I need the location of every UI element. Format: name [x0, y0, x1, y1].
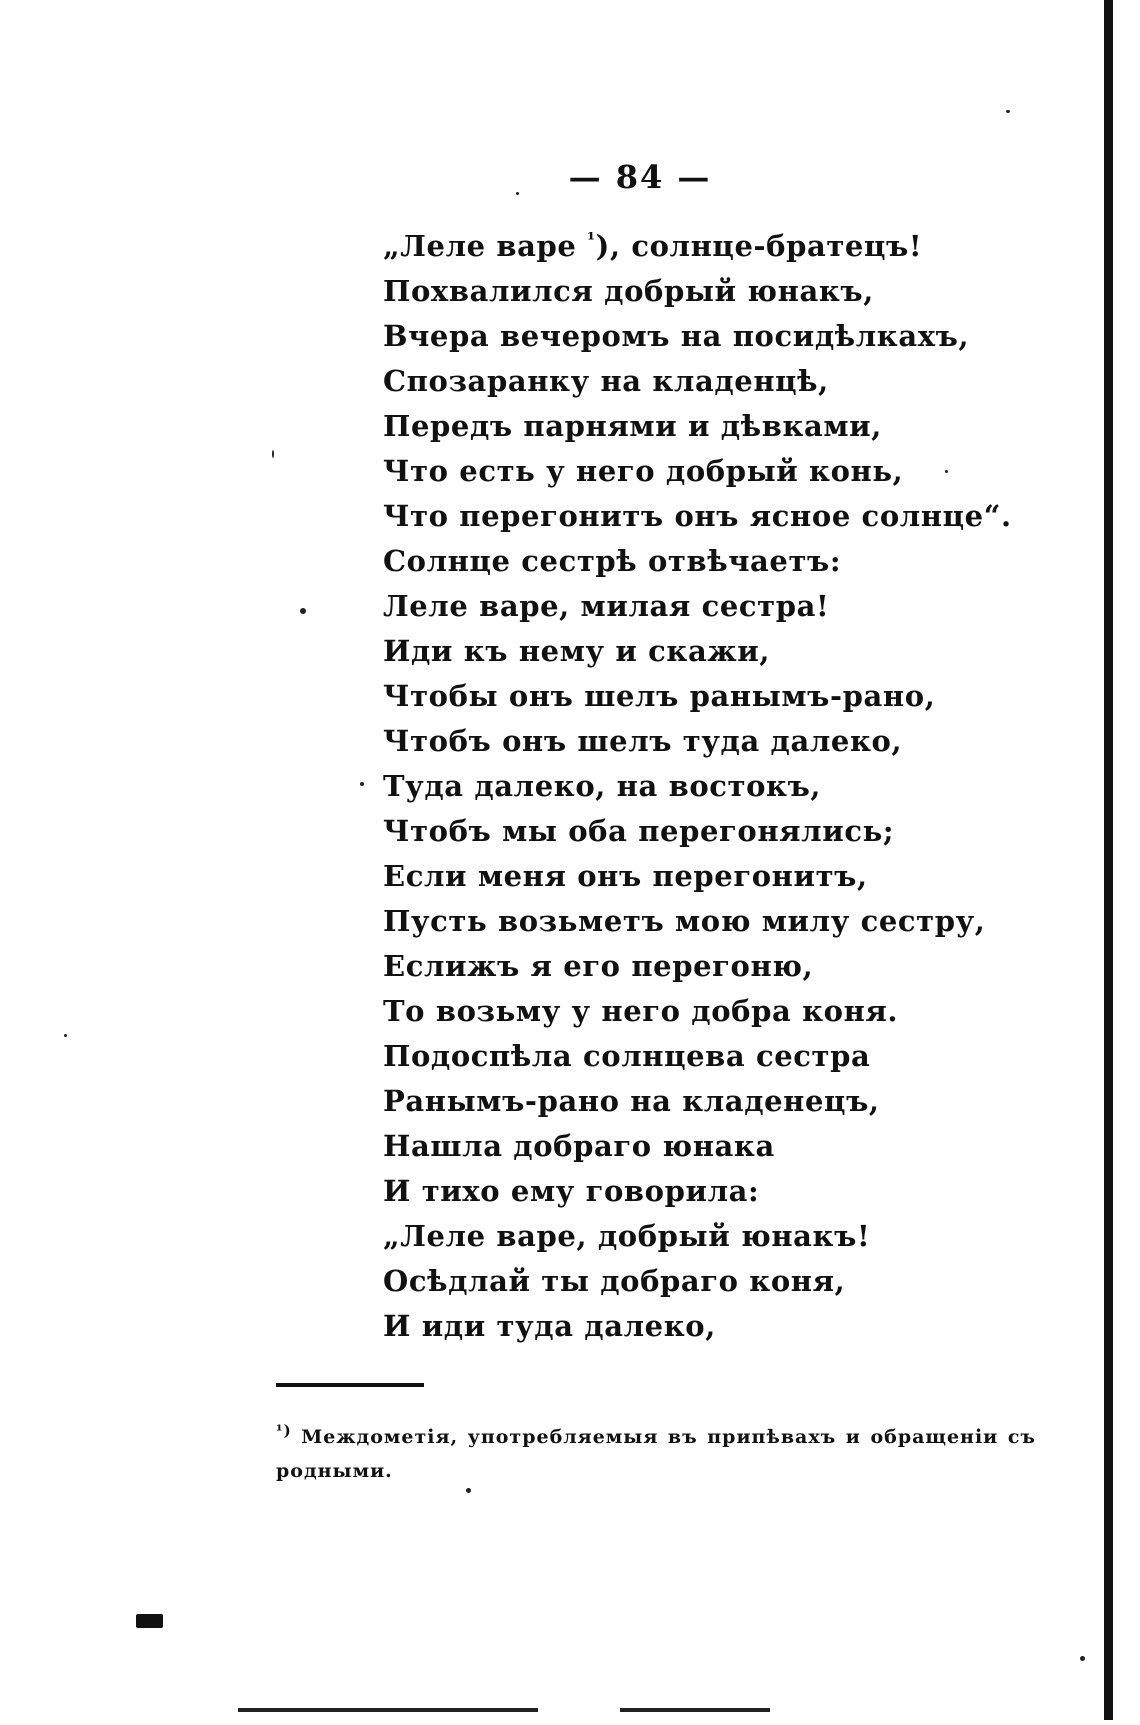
poem-line: То возьму у него добра коня.: [383, 994, 899, 1028]
footnote-separator: [276, 1383, 424, 1387]
poem-line: Если меня онъ перегонитъ,: [383, 859, 868, 893]
footnote: [276, 1420, 1036, 1488]
poem-line: Ранымъ-рано на кладенецъ,: [383, 1084, 880, 1118]
poem-line: „Леле варе $^{^1}$), солнце-братецъ!: [383, 229, 923, 263]
poem-line: „Леле варе, добрый юнакъ!: [383, 1219, 871, 1253]
poem-line: Что есть у него добрый конь,: [383, 454, 904, 488]
poem-line: Что перегонитъ онъ ясное солнце“.: [383, 499, 1012, 533]
scan-bottom-line: [238, 1708, 538, 1712]
poem-line: Осѣдлай ты добраго коня,: [383, 1264, 846, 1298]
scan-speck: [1080, 1656, 1085, 1661]
poem-line: Чтобъ онъ шелъ туда далеко,: [383, 724, 903, 758]
footnote-reference[interactable]: ¹: [587, 229, 596, 251]
poem-line: Пусть возьметъ мою милу сестру,: [383, 904, 986, 938]
scan-speck: [1006, 110, 1010, 113]
poem-line: Туда далеко, на востокъ,: [383, 769, 822, 803]
poem-line: Чтобы онъ шелъ ранымъ-рано,: [383, 679, 936, 713]
poem-line: Еслижъ я его перегоню,: [383, 949, 814, 983]
poem-line: Подоспѣла солнцева сестра: [383, 1039, 871, 1073]
scan-speck: [64, 1034, 67, 1037]
poem-line: Чтобъ мы оба перегонялись;: [383, 814, 895, 848]
poem-line: Передъ парнями и дѣвками,: [383, 409, 882, 443]
poem-line: И тихо ему говорила:: [383, 1174, 760, 1208]
scan-speck: [300, 608, 306, 614]
footnote-line-1: $^{^1)}$ Междометія, употребляемыя въ припѣвахъ и обращеніи съ: [276, 1421, 1036, 1448]
scan-speck: [516, 192, 519, 195]
poem-line: Леле варе, милая сестра!: [383, 589, 830, 623]
footnote-line-2: родными.: [276, 1460, 393, 1482]
page-number: — 84 —: [568, 158, 712, 196]
page-edge-shadow: [1104, 0, 1113, 1720]
poem-line: Вчера вечеромъ на посидѣлкахъ,: [383, 319, 970, 353]
scan-speck: [466, 1488, 471, 1493]
scan-blot: [136, 1614, 163, 1628]
poem-line: Спозаранку на кладенцѣ,: [383, 364, 829, 398]
poem-line: Похвалился добрый юнакъ,: [383, 274, 874, 308]
poem-line: И иди туда далеко,: [383, 1309, 716, 1343]
scan-speck: [945, 470, 948, 473]
poem-line: Иди къ нему и скажи,: [383, 634, 771, 668]
footnote-marker: ¹): [276, 1421, 292, 1440]
poem-text: [383, 224, 1012, 1349]
scan-speck: [272, 450, 274, 458]
scan-speck: [360, 782, 364, 786]
poem-line: Нашла добраго юнака: [383, 1129, 775, 1163]
scan-bottom-line: [620, 1708, 770, 1712]
poem-line: Солнце сестрѣ отвѣчаетъ:: [383, 544, 842, 578]
